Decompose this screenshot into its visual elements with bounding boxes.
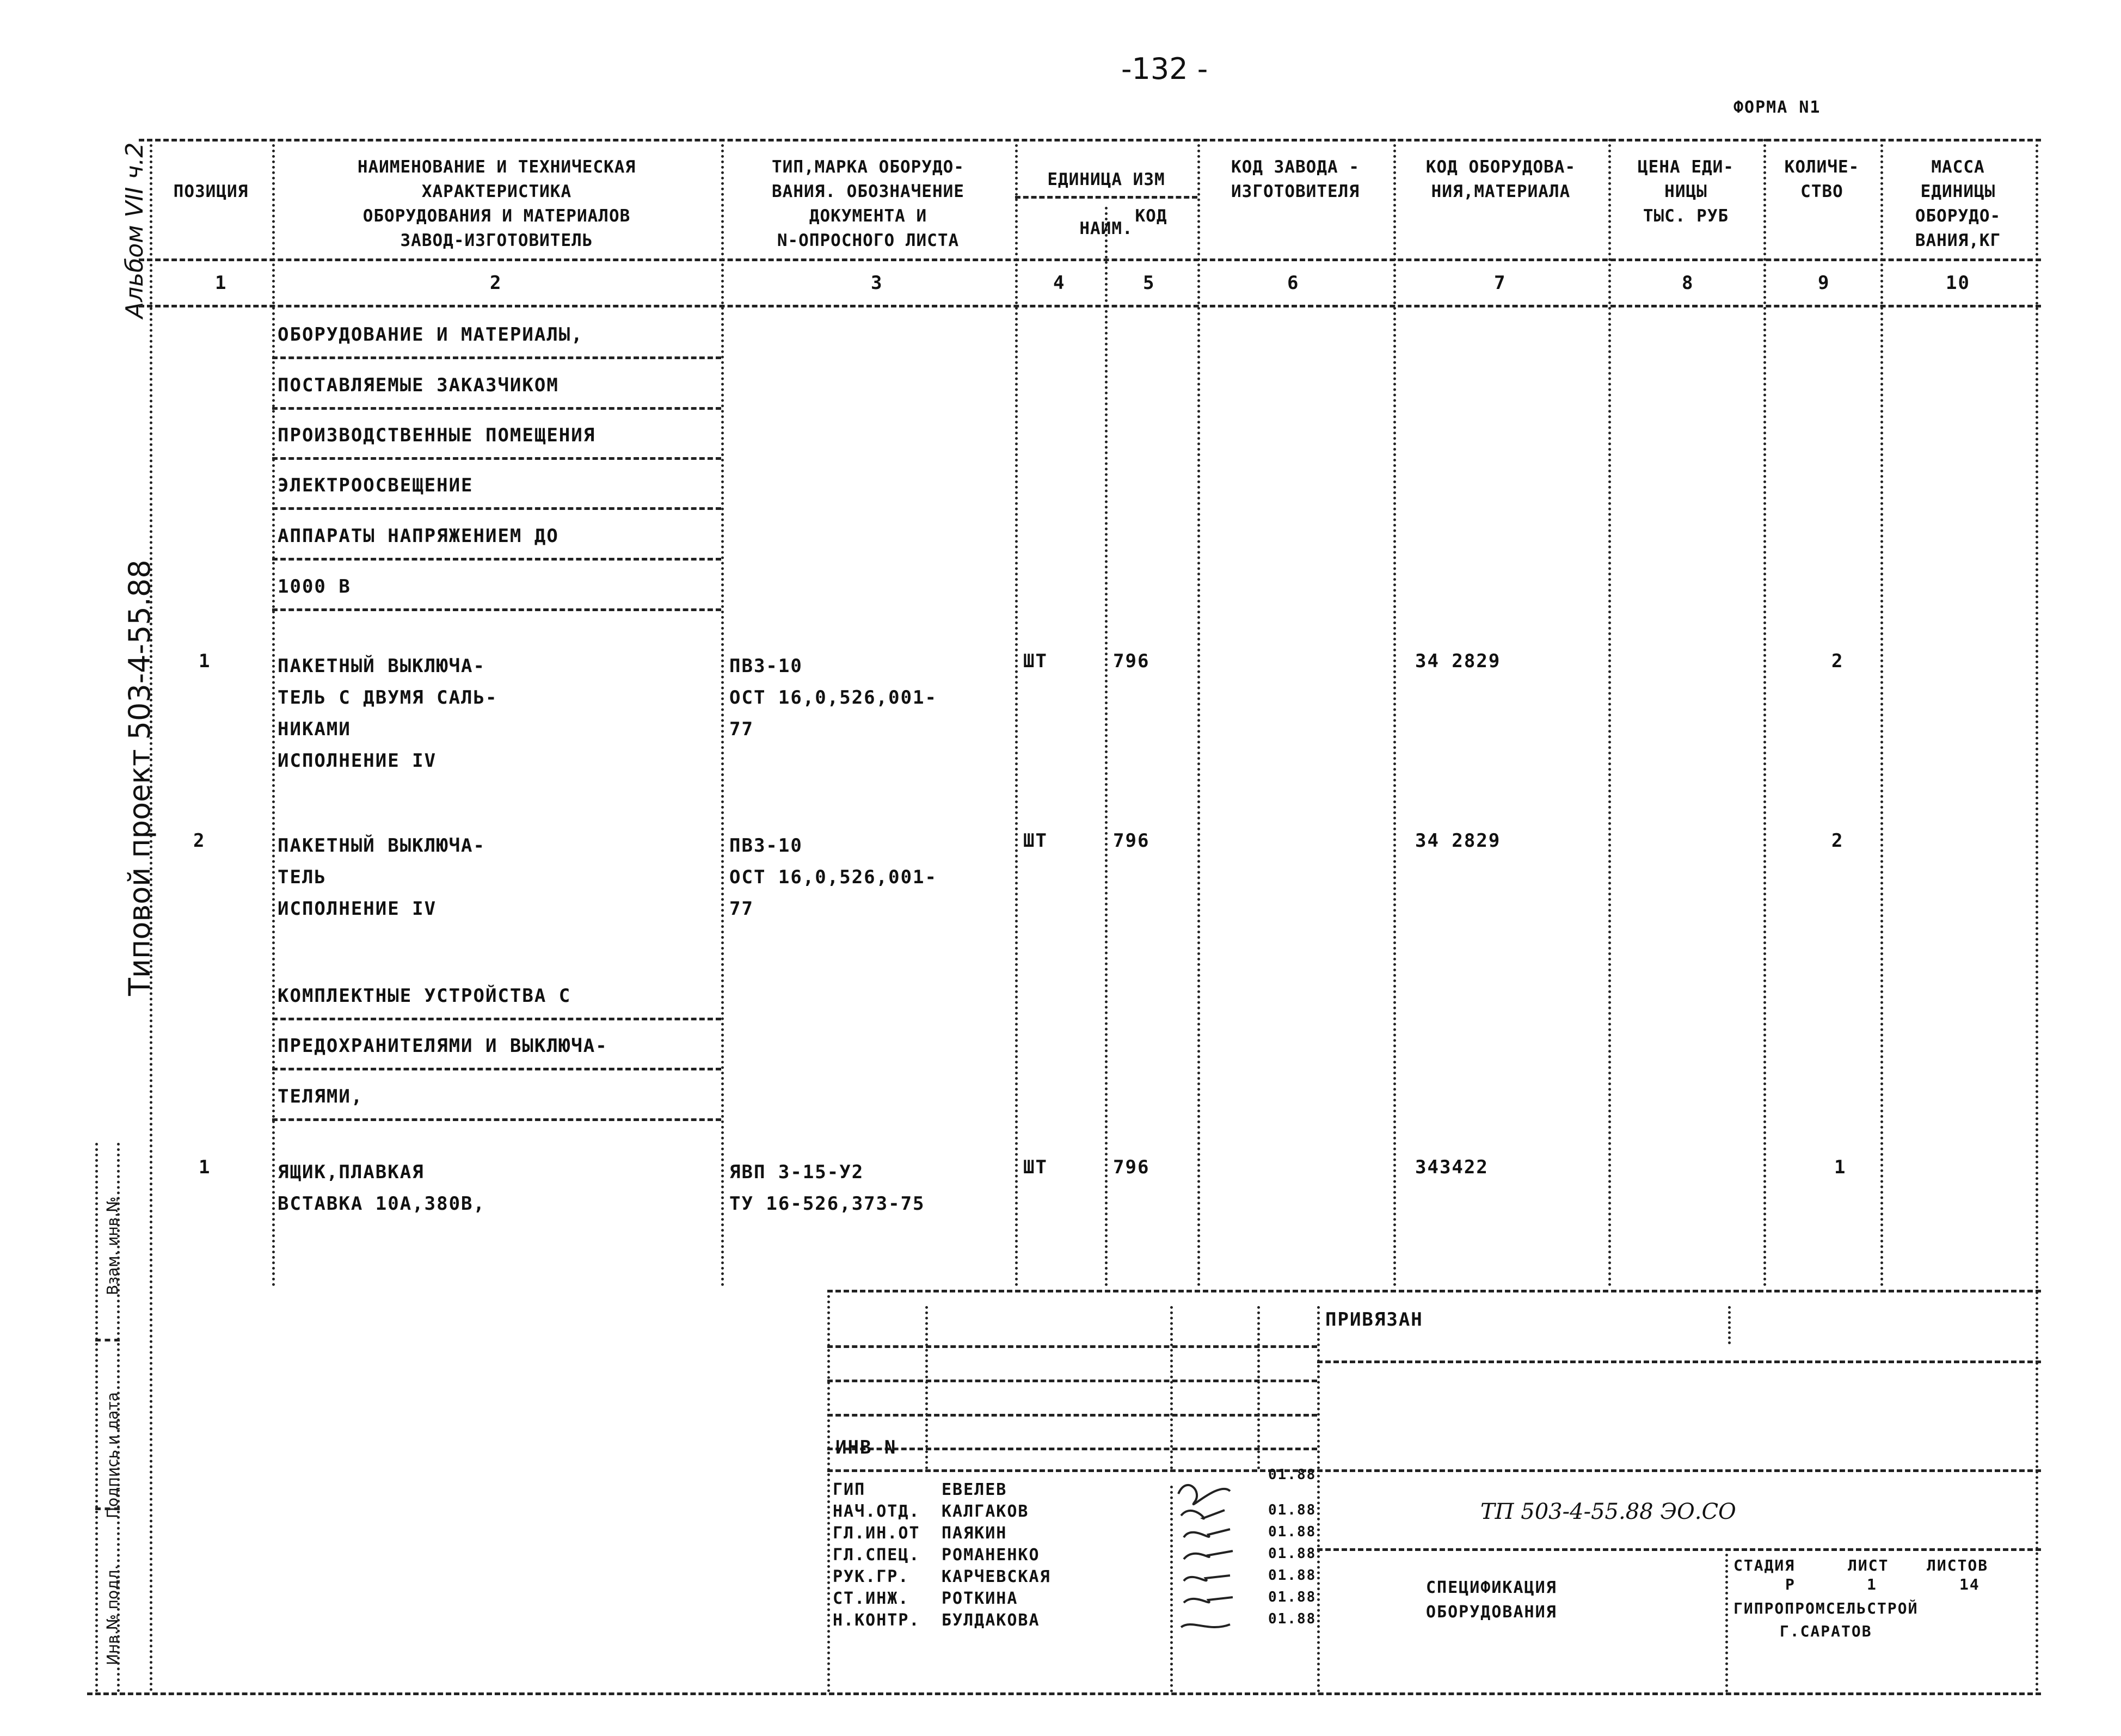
item-2-qty: 2 <box>1831 830 1844 852</box>
item-1-qty: 2 <box>1831 650 1844 672</box>
item-3-unit-code: 796 <box>1113 1156 1150 1178</box>
item-2-unit-code: 796 <box>1113 830 1150 852</box>
signer-name: КАРЧЕВСКАЯ <box>942 1567 1051 1586</box>
colnum-5: 5 <box>1143 272 1155 294</box>
signer-role: Н.КОНТР. <box>833 1611 920 1630</box>
signer-date: 01.88 <box>1268 1524 1317 1540</box>
section-line-1: ОБОРУДОВАНИЕ И МАТЕРИАЛЫ, <box>278 324 583 346</box>
signer-role: ГИП <box>833 1480 866 1499</box>
signer-date: 01.88 <box>1268 1567 1317 1584</box>
item-1-name: ПАКЕТНЫЙ ВЫКЛЮЧА- ТЕЛЬ С ДВУМЯ САЛЬ- НИКАМИ ИСПОЛНЕНИЕ IV <box>278 655 498 772</box>
item-2-type: ПВ3-10 ОСТ 16,0,526,001- 77 <box>729 835 937 920</box>
table-top-border <box>139 139 2041 141</box>
title-block-top <box>827 1290 2041 1292</box>
signer-role: СТ.ИНЖ. <box>833 1589 909 1608</box>
signer-name: РОМАНЕНКО <box>942 1546 1040 1565</box>
section-line-4: ЭЛЕКТРООСВЕЩЕНИЕ <box>278 475 474 496</box>
sheets-value: 14 <box>1959 1575 1980 1593</box>
sheets-label: ЛИСТОВ <box>1927 1556 1989 1574</box>
item-1-unit-code: 796 <box>1113 650 1150 672</box>
header-col-5: КОД <box>1135 206 1167 226</box>
item-3-type: ЯВП 3-15-У2 ТУ 16-526,373-75 <box>729 1161 925 1215</box>
signer-role: РУК.ГР. <box>833 1567 909 1586</box>
organization: ГИПРОПРОМСЕЛЬСТРОЙ Г.САРАТОВ <box>1733 1599 1919 1640</box>
signer-date: 01.88 <box>1268 1502 1317 1518</box>
inv-no-label: ИНВ N <box>835 1437 897 1458</box>
section-line-6: 1000 В <box>278 576 351 598</box>
stage-label: СТАДИЯ <box>1733 1556 1796 1574</box>
colnum-6: 6 <box>1287 272 1300 294</box>
item-2-name: ПАКЕТНЫЙ ВЫКЛЮЧА- ТЕЛЬ ИСПОЛНЕНИЕ IV <box>278 835 485 920</box>
signer-name: КАЛГАКОВ <box>942 1502 1029 1521</box>
signer-date: 01.88 <box>1268 1611 1317 1627</box>
section-line-5: АППАРАТЫ НАПРЯЖЕНИЕМ ДО <box>278 525 559 547</box>
item-3-unit: ШТ <box>1023 1156 1048 1178</box>
signer-date: 01.88 <box>1268 1546 1317 1562</box>
header-col-8: ЦЕНА ЕДИ- НИЦЫ ТЫС. РУБ <box>1638 157 1734 226</box>
doc-code: ТП 503-4-55.88 ЭО.СО <box>1480 1499 1736 1524</box>
handwritten-signatures <box>1170 1469 1252 1687</box>
side-stamp-replace: Взам. инв.№ <box>103 1196 121 1295</box>
header-col-1: ПОЗИЦИЯ <box>173 182 249 201</box>
page-bottom-border <box>87 1692 2041 1695</box>
signer-role: ГЛ.ИН.ОТ <box>833 1524 920 1543</box>
colnum-8: 8 <box>1682 272 1694 294</box>
signer-name: ЕВЕЛЕВ <box>942 1480 1007 1499</box>
section2-line-3: ТЕЛЯМИ, <box>278 1086 364 1107</box>
header-col-7: КОД ОБОРУДОВА- НИЯ,МАТЕРИАЛА <box>1425 157 1576 201</box>
signer-role: ГЛ.СПЕЦ. <box>833 1546 920 1565</box>
item-1-material-code: 34 2829 <box>1415 650 1501 672</box>
side-stamp-inv: Инв.№ подл. <box>103 1565 121 1665</box>
header-col-10: МАССА ЕДИНИЦЫ ОБОРУДО- ВАНИЯ,КГ <box>1915 157 2001 250</box>
signer-name: РОТКИНА <box>942 1589 1018 1608</box>
colnum-7: 7 <box>1494 272 1507 294</box>
item-1-type: ПВ3-10 ОСТ 16,0,526,001- 77 <box>729 655 937 740</box>
header-col-2: НАИМЕНОВАНИЕ И ТЕХНИЧЕСКАЯ ХАРАКТЕРИСТИКА ОБОРУДОВАНИЯ И МАТЕРИАЛОВ ЗАВОД-ИЗГОТОВИТЕЛЬ <box>357 157 636 250</box>
item-3-pos: 1 <box>199 1156 211 1178</box>
signer-name: БУЛДАКОВА <box>942 1611 1040 1630</box>
section-line-3: ПРОИЗВОДСТВЕННЫЕ ПОМЕЩЕНИЯ <box>278 424 596 446</box>
colnum-1: 1 <box>215 272 228 294</box>
sheet-value: 1 <box>1867 1575 1877 1593</box>
header-col-6: КОД ЗАВОДА - ИЗГОТОВИТЕЛЯ <box>1231 157 1360 201</box>
section-line-2: ПОСТАВЛЯЕМЫЕ ЗАКАЗЧИКОМ <box>278 374 559 396</box>
colnum-bottom-border <box>139 305 2041 307</box>
colnum-9: 9 <box>1818 272 1830 294</box>
attached-label: ПРИВЯЗАН <box>1325 1309 1423 1331</box>
page-number: -132 - <box>1121 52 1208 86</box>
item-3-material-code: 343422 <box>1415 1156 1489 1178</box>
item-3-qty: 1 <box>1834 1156 1847 1178</box>
colnum-10: 10 <box>1946 272 1970 294</box>
item-2-unit: ШТ <box>1023 830 1048 852</box>
colnum-3: 3 <box>871 272 883 294</box>
section2-line-2: ПРЕДОХРАНИТЕЛЯМИ И ВЫКЛЮЧА- <box>278 1035 608 1057</box>
sheet-label: ЛИСТ <box>1848 1556 1889 1574</box>
header-col-4: ЕДИНИЦА ИЗМ НАИМ. <box>1047 170 1165 238</box>
section2-line-1: КОМПЛЕКТНЫЕ УСТРОЙСТВА С <box>278 985 571 1007</box>
stage-value: Р <box>1785 1575 1796 1593</box>
doc-title: СПЕЦИФИКАЦИЯ ОБОРУДОВАНИЯ <box>1426 1578 1557 1622</box>
item-2-material-code: 34 2829 <box>1415 830 1501 852</box>
side-project-title: Типовой проект 503-4-55.88 <box>122 559 157 996</box>
item-2-pos: 2 <box>193 830 206 852</box>
item-1-unit: ШТ <box>1023 650 1048 672</box>
side-album-label: Альбом VII ч.2 <box>121 142 149 318</box>
header-col-3: ТИП,МАРКА ОБОРУДО- ВАНИЯ. ОБОЗНАЧЕНИЕ ДОКУМЕНТА И N-ОПРОСНОГО ЛИСТА <box>772 157 964 250</box>
signer-date: 01.88 <box>1268 1467 1317 1483</box>
form-label: ФОРМА N1 <box>1733 98 1821 117</box>
item-1-pos: 1 <box>199 650 211 672</box>
side-stamp-sign: Подпись и дата <box>103 1392 121 1518</box>
signer-name: ПАЯКИН <box>942 1524 1007 1543</box>
header-bottom-border <box>139 258 2041 261</box>
signer-role: НАЧ.ОТД. <box>833 1502 920 1521</box>
colnum-4: 4 <box>1053 272 1066 294</box>
signer-date: 01.88 <box>1268 1589 1317 1605</box>
colnum-2: 2 <box>490 272 502 294</box>
header-col-9: КОЛИЧЕ- СТВО <box>1784 157 1860 201</box>
item-3-name: ЯЩИК,ПЛАВКАЯ ВСТАВКА 10А,380В, <box>278 1161 485 1215</box>
